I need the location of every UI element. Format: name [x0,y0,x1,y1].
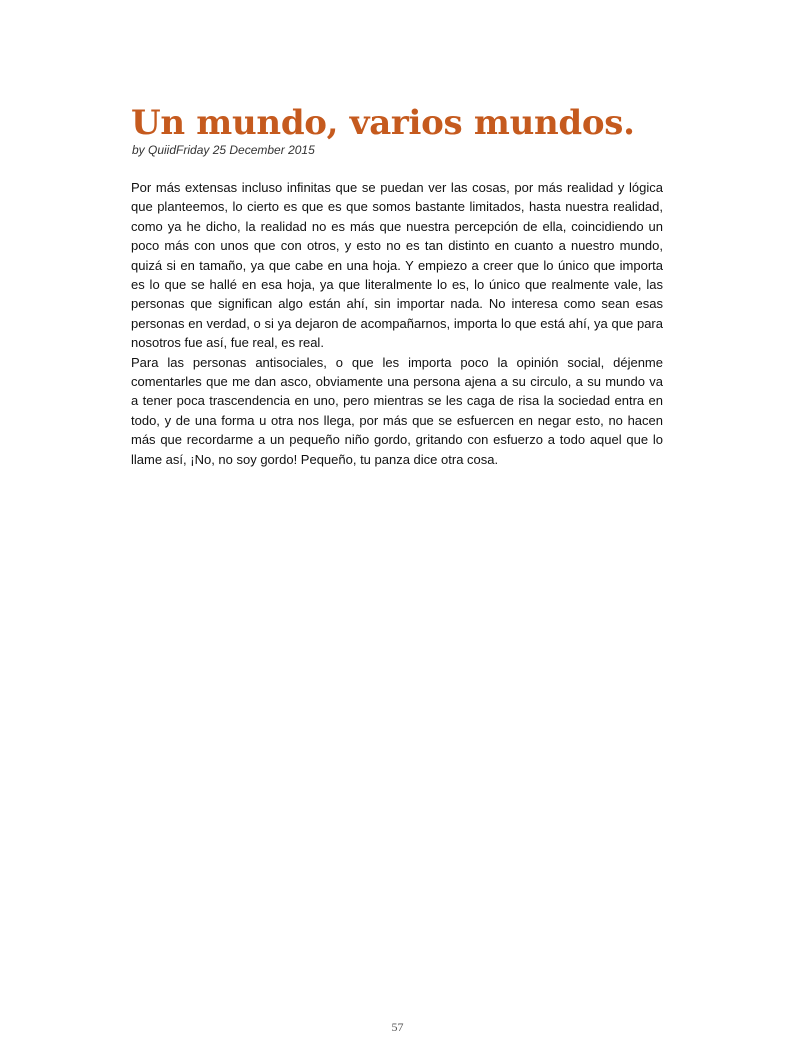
article-title: Un mundo, varios mundos. [131,103,635,143]
article-paragraph-2: Para las personas antisociales, o que les importa poco la opinión social, déjenme comentarles que me dan asco, obviamente una persona ajena a su circulo, a su mundo va a tener poca trascendencia en uno, pero mientras se les caga de risa la sociedad entra en todo, y de una forma u otra nos llega, por más que se esfuercen en negar esto, no hacen más que recordarme a un pequeño niño gordo, gritando con esfuerzo a todo aquel que lo llame así, ¡No, no soy gordo! Pequeño, tu panza dice otra cosa. [131,354,663,467]
article-body [131,178,663,469]
article-byline: by QuiidFriday 25 December 2015 [132,143,315,157]
page-number: 57 [391,1020,404,1034]
article-paragraph-1: Por más extensas incluso infinitas que se puedan ver las cosas, por más realidad y lógica que planteemos, lo cierto es que es que somos bastante limitados, hasta nuestra realidad, como ya he dicho, la realidad no es más que nuestra percepción de ella, coincidiendo un poco más con unos que con otros, y esto no es tan distinto en cuanto a nuestro mundo, quizá si en tamaño, ya que cabe en una hoja. Y empiezo a creer que lo único que importa es lo que se hallé en esa hoja, ya que literalmente lo es, lo único que realmente vale, las personas que significan algo están ahí, sin importar nada. No interesa como sean esas personas en verdad, o si ya dejaron de acompañarnos, importa lo que está ahí, ya que para nosotros fue así, fue real, es real. [131,180,663,351]
